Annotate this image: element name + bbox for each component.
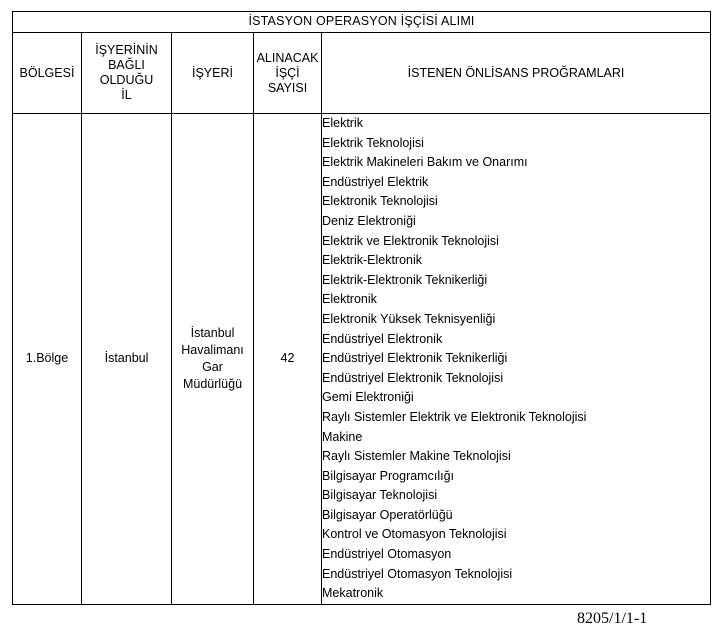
program-item: Deniz Elektroniği bbox=[322, 213, 416, 228]
document-reference: 8205/1/1-1 bbox=[577, 610, 648, 627]
program-item: Endüstriyel Otomasyon bbox=[322, 547, 452, 562]
workplace-line: Müdürlüğü bbox=[182, 376, 243, 391]
header-count-line: İŞÇİ bbox=[275, 65, 300, 80]
program-item: Makine bbox=[322, 429, 363, 444]
program-item: Kontrol ve Otomasyon Teknolojisi bbox=[322, 527, 507, 542]
program-item: Elektrik Teknolojisi bbox=[322, 135, 424, 150]
program-item: Bilgisayar Teknolojisi bbox=[322, 488, 438, 503]
header-count bbox=[254, 33, 322, 114]
header-province-line: OLDUĞU bbox=[99, 73, 154, 87]
program-item: Endüstriyel Elektronik bbox=[322, 331, 443, 346]
program-item: Bilgisayar Operatörlüğü bbox=[322, 507, 453, 522]
region-cell: 1.Bölge bbox=[13, 114, 82, 605]
program-item: Endüstriyel Elektrik bbox=[322, 174, 429, 189]
programs-cell bbox=[322, 114, 711, 605]
program-item: Elektrik-Elektronik bbox=[322, 253, 423, 268]
workplace-cell bbox=[172, 114, 254, 605]
program-item: Bilgisayar Programcılığı bbox=[322, 468, 454, 483]
header-province-line: BAĞLI bbox=[108, 58, 145, 72]
count-cell: 42 bbox=[254, 114, 322, 605]
workplace-line: İstanbul bbox=[190, 325, 235, 340]
header-count-line: ALINACAK bbox=[256, 50, 319, 65]
header-count-line: SAYISI bbox=[267, 80, 308, 95]
table-row bbox=[13, 114, 711, 605]
program-item: Endüstriyel Elektronik Teknikerliği bbox=[322, 351, 508, 366]
header-province-line: İŞYERİNİN bbox=[95, 43, 158, 57]
header-region: BÖLGESİ bbox=[13, 33, 82, 114]
program-item: Elektrik ve Elektronik Teknolojisi bbox=[322, 233, 499, 248]
title-row bbox=[13, 12, 711, 33]
program-item: Endüstriyel Elektronik Teknolojisi bbox=[322, 370, 504, 385]
header-programs: İSTENEN ÖNLİSANS PROĞRAMLARI bbox=[322, 33, 711, 114]
program-item: Elektrik Makineleri Bakım ve Onarımı bbox=[322, 155, 528, 170]
program-item: Elektronik Teknolojisi bbox=[322, 194, 438, 209]
header-workplace: İŞYERİ bbox=[172, 33, 254, 114]
header-province-line: İL bbox=[121, 88, 132, 102]
recruitment-table bbox=[12, 11, 711, 605]
header-row bbox=[13, 33, 711, 114]
header-province bbox=[82, 33, 172, 114]
program-item: Elektronik bbox=[322, 292, 377, 307]
program-item: Gemi Elektroniği bbox=[322, 390, 414, 405]
table-title: İSTASYON OPERASYON İŞÇİSİ ALIMI bbox=[13, 12, 711, 33]
workplace-line: Gar bbox=[202, 359, 223, 374]
program-item: Raylı Sistemler Elektrik ve Elektronik Teknolojisi bbox=[322, 409, 587, 424]
program-item: Endüstriyel Otomasyon Teknolojisi bbox=[322, 566, 513, 581]
province-cell: İstanbul bbox=[82, 114, 172, 605]
program-list bbox=[322, 114, 710, 604]
program-item: Raylı Sistemler Makine Teknolojisi bbox=[322, 449, 511, 464]
program-item: Elektronik Yüksek Teknisyenliği bbox=[322, 311, 496, 326]
program-item: Elektrik bbox=[322, 116, 363, 130]
workplace-line: Havalimanı bbox=[181, 342, 244, 357]
program-item: Mekatronik bbox=[322, 586, 384, 601]
program-item: Elektrik-Elektronik Teknikerliği bbox=[322, 272, 488, 287]
